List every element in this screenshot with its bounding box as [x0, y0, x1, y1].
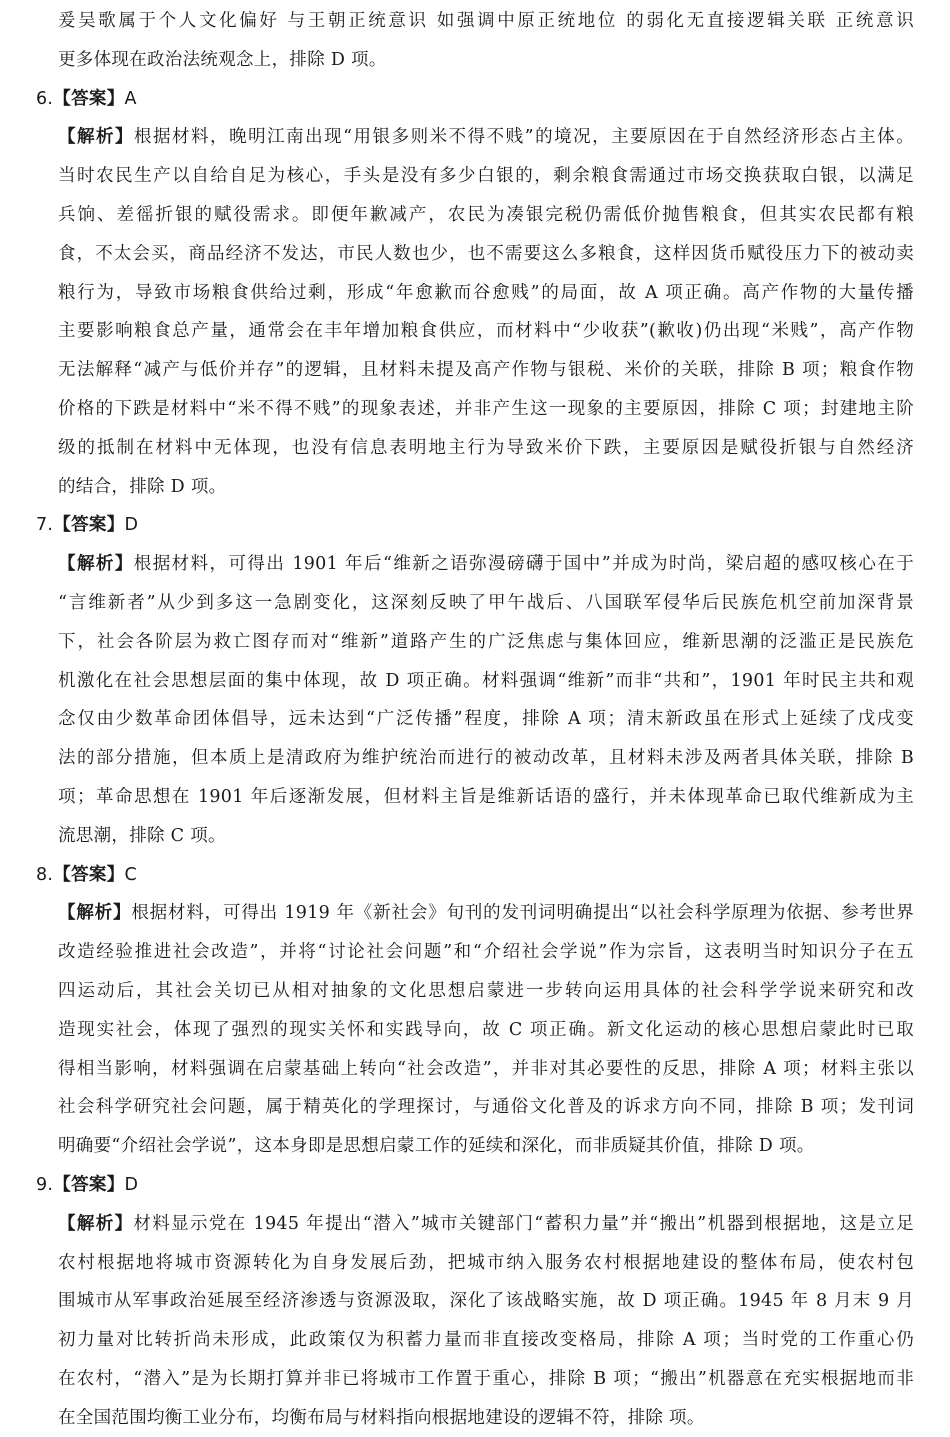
text-line: 念仅由少数革命团体倡导，远未达到“广泛传播”程度，排除 A 项；清末新政虽在形式上延续了戊戌变 — [58, 709, 914, 730]
answer-label: 【答案】 — [53, 1174, 125, 1195]
answer-line — [36, 1166, 914, 1205]
text-line: 农村根据地将城市资源转化为自身发展后劲，把城市纳入服务农村根据地建设的整体布局，使农村包 — [58, 1252, 914, 1273]
analysis-first-line — [58, 545, 914, 584]
question-8 — [36, 856, 914, 1166]
text-line: 法的部分措施，但本质上是清政府为维护统治而进行的被动改革，且材料未涉及两者具体关联，排除 B — [58, 748, 914, 769]
answer-line — [36, 506, 914, 545]
text-line: 兵饷、差徭折银的赋役需求。即便年歉减产，农民为凑银完税仍需低价抛售粮食，但其实农民都有粮 — [58, 204, 914, 225]
question-6 — [36, 80, 914, 507]
text-line: 下，社会各阶层为救亡图存而对“维新”道路产生的广泛焦虑与集体回应，维新思潮的泛滥正是民族危 — [58, 631, 914, 652]
text-line: 更多体现在政治法统观念上，排除 D 项。 — [58, 49, 387, 70]
text-line: 在农村，“潜入”是为长期打算并非已将城市工作置于重心，排除 B 项；“搬出”机器意在充实根据地而非 — [58, 1368, 914, 1389]
text-line: 改造经验推进社会改造”，并将“讨论社会问题”和“介绍社会学说”作为宗旨，这表明当时知识分子在五 — [58, 942, 914, 963]
analysis-first-line — [58, 894, 914, 933]
analysis-label: 【解析】 — [58, 554, 134, 575]
answer-line — [36, 80, 914, 119]
text-line: “言维新者”从少到多这一急剧变化，这深刻反映了甲午战后、八国联军侵华后民族危机空前加深背景 — [58, 592, 914, 613]
text-line: 初力量对比转折尚未形成，此政策仅为积蓄力量而非直接改变格局，排除 A 项；当时党的工作重心仍 — [58, 1330, 914, 1351]
question-number: 8. — [36, 864, 54, 885]
text-line: 明确要“介绍社会学说”，这本身即是思想启蒙工作的延续和深化，而非质疑其价值，排除 D 项。 — [58, 1136, 815, 1157]
text-line: 无法解释“减产与低价并存”的逻辑，且材料未提及高产作物与银税、米价的关联，排除 B 项；粮食作物 — [58, 360, 914, 381]
answer-line — [36, 856, 914, 895]
answer-value: D — [124, 1174, 139, 1195]
analysis-first-line — [58, 1205, 914, 1244]
answer-label: 【答案】 — [53, 864, 125, 885]
text-line: 四运动后，其社会关切已从相对抽象的文化思想启蒙进一步转向运用具体的社会科学学说来研究和改 — [58, 980, 914, 1001]
question-number: 9. — [36, 1174, 54, 1195]
analysis-text: 根据材料，可得出 1919 年《新社会》旬刊的发刊词明确提出“以社会科学原理为依据、参考世界 — [131, 903, 914, 924]
question-7 — [36, 506, 915, 855]
analysis-label: 【解析】 — [58, 1213, 134, 1234]
analysis-text: 根据材料，晚明江南出现“用银多则米不得不贱”的境况，主要原因在于自然经济形态占主体。 — [134, 127, 914, 148]
text-line: 造现实社会，体现了强烈的现实关怀和实践导向，故 C 项正确。新文化运动的核心思想启蒙此时已取 — [58, 1019, 914, 1040]
answer-label: 【答案】 — [53, 515, 125, 536]
answer-value: A — [124, 88, 137, 109]
analysis-first-line — [58, 118, 914, 157]
text-line: 价格的下跌是材料中“米不得不贱”的现象表述，并非产生这一现象的主要原因，排除 C 项；封建地主阶 — [58, 398, 914, 419]
text-line: 爰吴歌属于个人文化偏好 与王朝正统意识 如强调中原正统地位 的弱化无直接逻辑关联 正统意识 — [58, 11, 914, 31]
text-line: 的结合，排除 D 项。 — [58, 476, 227, 497]
text-line: 粮行为，导致市场粮食供给过剩，形成“年愈歉而谷愈贱”的局面，故 A 项正确。高产作物的大量传播 — [58, 282, 914, 303]
text-line: 当时农民生产以自给自足为核心，手头是没有多少白银的，剩余粮食需通过市场交换获取白银，以满足 — [58, 166, 914, 187]
question-9 — [36, 1166, 915, 1437]
text-line: 项；革命思想在 1901 年后逐渐发展，但材料主旨是维新话语的盛行，并未体现革命已取代维新成为主 — [58, 786, 914, 807]
text-line: 在全国范围均衡工业分布，均衡布局与材料指向根据地建设的逻辑不符，排除 项。 — [58, 1407, 705, 1428]
text-line: 级的抵制在材料中无体现，也没有信息表明地主行为导致米价下跌，主要原因是赋役折银与自然经济 — [58, 437, 914, 458]
question-number: 6. — [36, 88, 54, 109]
answer-value: C — [124, 864, 138, 885]
answer-label: 【答案】 — [53, 88, 125, 109]
answer-value: D — [124, 515, 139, 536]
text-line: 社会科学研究社会问题，属于精英化的学理探讨，与通俗文化普及的诉求方向不同，排除 B 项；发刊词 — [58, 1097, 914, 1118]
text-line: 食，不太会买，商品经济不发达，市民人数也少，也不需要这么多粮食，这样因货币赋役压力下的被动卖 — [58, 243, 914, 264]
text-line: 围城市从军事政治延展至经济渗透与资源汲取，深化了该战略实施，故 D 项正确。1945 年 8 月末 9 月 — [58, 1291, 914, 1312]
analysis-text: 根据材料，可得出 1901 年后“维新之语弥漫磅礴于国中”并成为时尚，梁启超的感叹核心在于 — [133, 554, 915, 575]
analysis-label: 【解析】 — [58, 127, 135, 148]
text-line: 得相当影响，材料强调在启蒙基础上转向“社会改造”，并非对其必要性的反思，排除 A 项；材料主张以 — [58, 1058, 914, 1079]
text-line: 主要影响粮食总产量，通常会在丰年增加粮食供应，而材料中“少收获”(歉收)仍出现“米贱”，高产作物 — [58, 321, 914, 342]
question-number: 7. — [36, 515, 54, 536]
analysis-text: 材料显示党在 1945 年提出“潜入”城市关键部门“蓄积力量”并“搬出”机器到根据地，这是立足 — [133, 1213, 915, 1234]
text-line: 机激化在社会思想层面的集中体现，故 D 项正确。材料强调“维新”而非“共和”，1901 年时民主共和观 — [58, 670, 914, 691]
intro-paragraph — [58, 2, 914, 80]
text-line: 流思潮，排除 C 项。 — [58, 825, 226, 846]
analysis-label: 【解析】 — [58, 903, 132, 924]
